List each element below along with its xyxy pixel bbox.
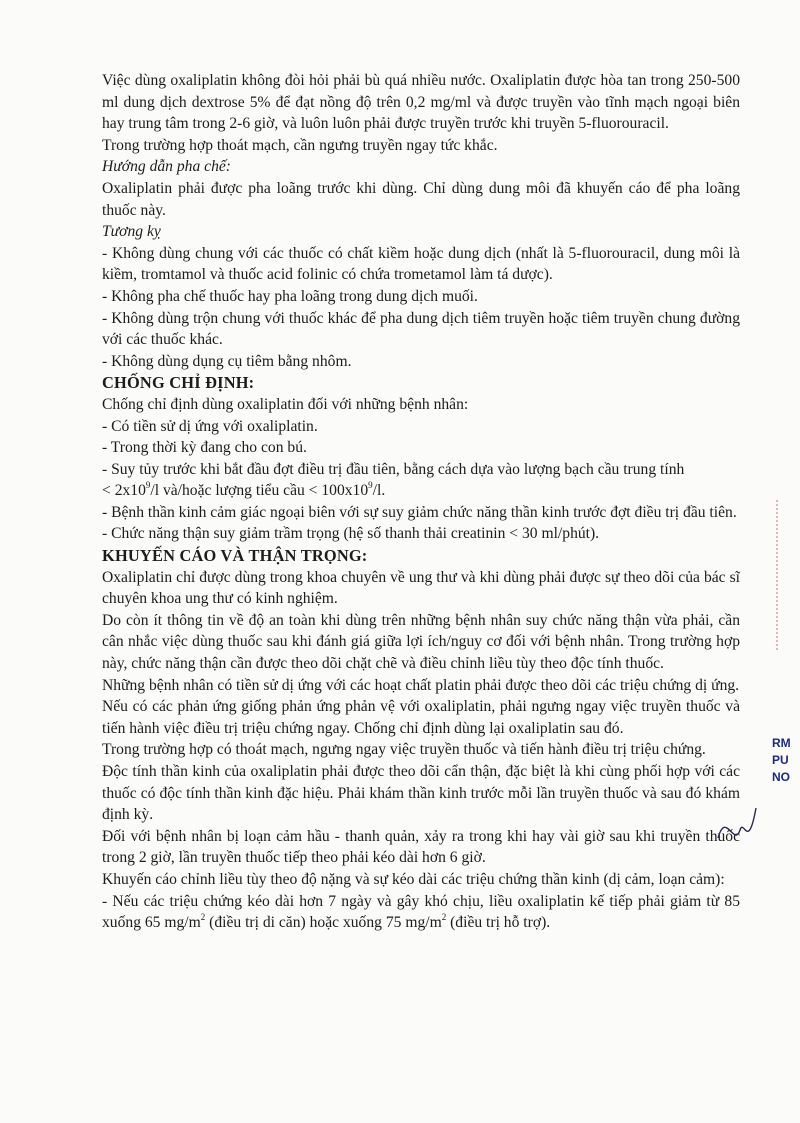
- list-item: - Suy tủy trước khi bắt đầu đợt điều trị đầu tiên, bằng cách dựa vào lượng bạch cầu trung tính: [102, 460, 685, 478]
- list-item: - Trong thời kỳ đang cho con bú.: [102, 439, 307, 457]
- paragraph-warnings: Những bệnh nhân có tiền sử dị ứng với các hoạt chất platin phải được theo dõi các triệu chứng dị ứng.: [102, 676, 740, 694]
- blue-stamp-fragment: [772, 735, 800, 830]
- document-body: [102, 70, 740, 934]
- list-item: - Chức năng thận suy giảm trầm trọng (hệ số thanh thải creatinin < 30 ml/phút).: [102, 525, 600, 543]
- paragraph-dilution: Việc dùng oxaliplatin không đòi hỏi phải bù quá nhiều nước. Oxaliplatin được hòa tan trong 250-500 ml dung dịch dextrose 5% để đạt nồng độ trên 0,2 mg/ml và được truyền vào tĩnh mạch ngoại biên hay trung tâm trong 2-6 giờ, và luôn luôn phải được truyền trước khi truyền 5-fluorouracil.: [102, 72, 740, 133]
- list-item: - Không dùng trộn chung với thuốc khác để pha dung dịch tiêm truyền hoặc tiêm truyền chung đường với các thuốc khác.: [102, 309, 740, 349]
- stamp-text: NO: [772, 770, 790, 784]
- paragraph-contraindications-intro: Chống chỉ định dùng oxaliplatin đối với những bệnh nhân:: [102, 395, 469, 413]
- list-item: - Không dùng chung với các thuốc có chất kiềm hoặc dung dịch (nhất là 5-fluorouracil, dung môi là kiềm, tromtamol và thuốc acid folinic có chứa trometamol làm tá dược).: [102, 244, 740, 284]
- list-item-neutrophil-threshold: < $2x10^9/l$ và/hoặc lượng tiểu cầu < $100x10^9/l$.: [102, 480, 386, 500]
- subheading-preparation: Hướng dẫn pha chế:: [102, 158, 231, 176]
- paragraph-warnings: Trong trường hợp có thoát mạch, ngưng ngay việc truyền thuốc và tiến hành điều trị triệu chứng.: [102, 741, 706, 759]
- paragraph-warnings: Do còn ít thông tin về độ an toàn khi dùng trên những bệnh nhân suy chức năng thận vừa phải, cần cân nhắc việc dùng thuốc sau khi đánh giá giữa lợi ích/nguy cơ đối với bệnh nhân. Trong trường hợp này, chức năng thận cần được theo dõi chặt chẽ và điều chỉnh liều tùy theo độc tính thuốc.: [102, 611, 740, 673]
- signature-mark: [712, 800, 762, 860]
- paragraph-warnings: Đối với bệnh nhân bị loạn cảm hầu - thanh quản, xảy ra trong khi hay vài giờ sau khi truyền thuốc trong 2 giờ, lần truyền thuốc tiếp theo phải kéo dài hơn 6 giờ.: [102, 827, 740, 867]
- paragraph-preparation: Oxaliplatin phải được pha loãng trước khi dùng. Chỉ dùng dung môi đã khuyến cáo để pha loãng thuốc này.: [102, 179, 740, 219]
- paragraph-warnings: Độc tính thần kinh của oxaliplatin phải được theo dõi cẩn thận, đặc biệt là khi cùng phối hợp với các thuốc có độc tính thần kinh đặc hiệu. Phải khám thần kinh trước mỗi lần truyền thuốc và sau đó khám định kỳ.: [102, 763, 740, 824]
- paragraph-extravasation: Trong trường hợp thoát mạch, cần ngưng truyền ngay tức khắc.: [102, 136, 498, 154]
- paragraph-warnings: Oxaliplatin chỉ được dùng trong khoa chuyên về ung thư và khi dùng phải được sự theo dõi của bác sĩ chuyên khoa ung thư có kinh nghiệm.: [102, 568, 740, 608]
- stamp-text: PU: [772, 753, 789, 767]
- subheading-incompatibility: Tương kỵ: [102, 223, 161, 241]
- stamp-text: RM: [772, 736, 791, 750]
- section-heading-warnings: KHUYẾN CÁO VÀ THẬN TRỌNG:: [102, 546, 368, 566]
- red-stamp-fragment: [776, 500, 800, 650]
- paragraph-warnings: Nếu có các phản ứng giống phản ứng phản vệ với oxaliplatin, phải ngưng ngay việc truyền thuốc và tiến hành việc điều trị triệu chứng ngay. Chống chỉ định dùng lại oxaliplatin sau đó.: [102, 698, 740, 737]
- section-heading-contraindications: CHỐNG CHỈ ĐỊNH:: [102, 373, 255, 393]
- list-item-dose-reduction: - Nếu các triệu chứng kéo dài hơn 7 ngày và gây khó chịu, liều oxaliplatin kế tiếp phải giảm từ 85 xuống 65 $mg/m^2$ (điều trị di căn) hoặc xuống 75 $mg/m^2$ (điều trị hỗ trợ).: [102, 892, 740, 932]
- list-item: - Không pha chế thuốc hay pha loãng trong dung dịch muối.: [102, 287, 478, 305]
- list-item: - Bệnh thần kinh cảm giác ngoại biên với sự suy giảm chức năng thần kinh trước đợt điều trị đầu tiên.: [102, 503, 737, 521]
- list-item: - Không dùng dụng cụ tiêm bằng nhôm.: [102, 352, 352, 370]
- list-item: - Có tiền sử dị ứng với oxaliplatin.: [102, 417, 318, 435]
- paragraph-warnings: Khuyến cáo chỉnh liều tùy theo độ nặng và sự kéo dài các triệu chứng thần kinh (dị cảm, loạn cảm):: [102, 870, 725, 888]
